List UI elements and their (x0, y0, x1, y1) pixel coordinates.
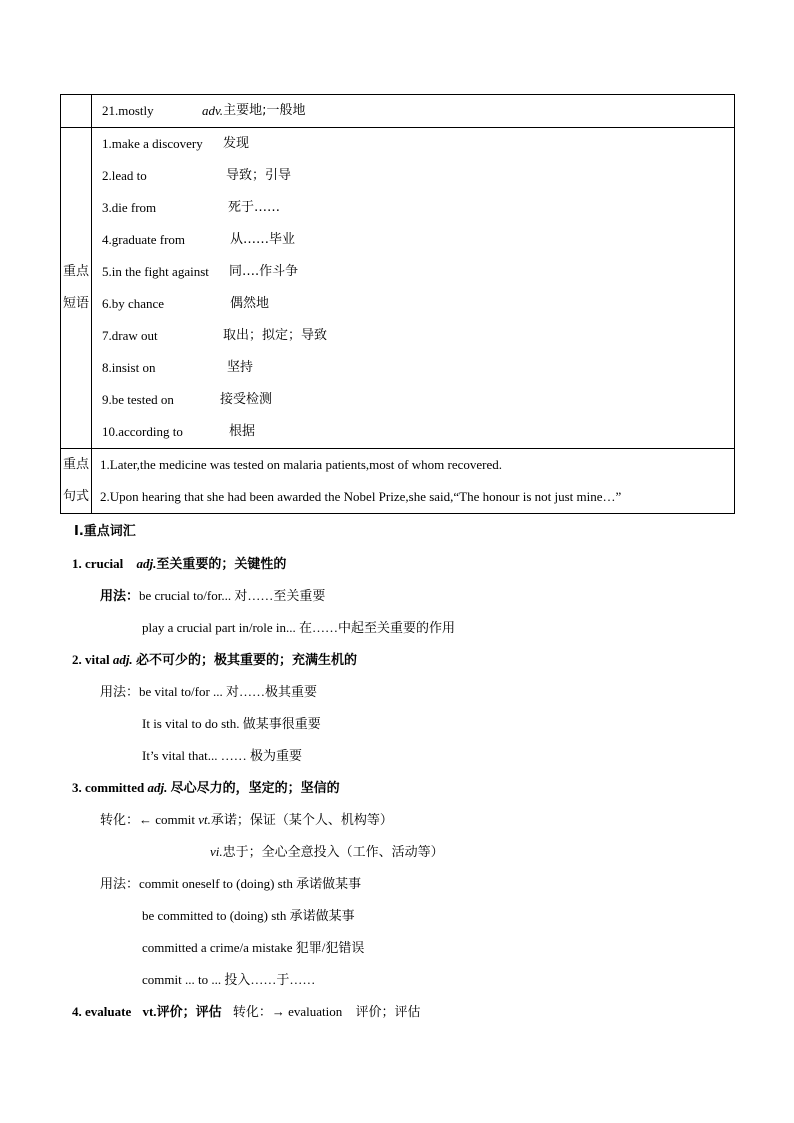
sentences-cell (92, 449, 735, 514)
usage-line (72, 580, 752, 612)
usage-text: commit ... to ... 投入……于…… (142, 972, 316, 987)
phrase-zh: 发现 (223, 136, 250, 151)
vocab-cell (92, 95, 735, 128)
list-item (102, 384, 734, 416)
sentence: 1.Later,the medicine was tested on malaria patients,most of whom recovered. (100, 457, 502, 472)
word-entry-heading (72, 772, 752, 804)
table-row (61, 449, 735, 514)
usage-line (72, 932, 752, 964)
word-head: 3. committed (72, 780, 145, 795)
conversion-pos: vt. (198, 812, 211, 827)
conversion-pos: vi. (210, 844, 223, 859)
list-item (102, 352, 734, 384)
word-meaning: 尽心尽力的，坚定的；坚信的 (170, 781, 340, 796)
conversion-meaning: 忠于；全心全意投入（工作、活动等） (222, 845, 444, 860)
word-pos: adj. (136, 556, 157, 571)
phrase-en: 9.be tested on (102, 392, 174, 407)
usage-line (72, 868, 752, 900)
usage-text: play a crucial part in/role in... 在……中起至关重要的作用 (142, 620, 456, 635)
phrase-en: 6.by chance (102, 296, 165, 311)
list-item (102, 224, 734, 256)
usage-line (72, 964, 752, 996)
usage-label: 用法： (100, 589, 140, 604)
list-item (102, 256, 734, 288)
row-label-empty (61, 95, 92, 128)
phrase-zh: 根据 (229, 424, 256, 439)
phrase-en: 3.die from (102, 200, 157, 215)
conversion-line (72, 836, 752, 868)
phrase-zh: 取出；拟定；导致 (223, 328, 328, 343)
phrase-en: 1.make a discovery (102, 136, 203, 151)
usage-line (72, 900, 752, 932)
usage-text: It’s vital that... …… 极为重要 (142, 748, 302, 763)
phrase-zh: 接受检测 (220, 392, 273, 407)
usage-text: be vital to/for ... 对……极其重要 (139, 684, 318, 699)
usage-text: be crucial to/for... 对……至关重要 (139, 588, 326, 603)
phrase-en: 10.according to (102, 424, 183, 439)
conversion-label: 转化： (100, 813, 140, 828)
word-entry-heading (72, 996, 752, 1028)
vocabulary-table (60, 94, 735, 514)
phrase-zh: 从……毕业 (230, 232, 296, 247)
usage-line (72, 708, 752, 740)
usage-line (72, 612, 752, 644)
list-item (102, 192, 734, 224)
vocab-word: 21.mostly (102, 103, 154, 118)
vocabulary-notes (72, 516, 752, 1028)
word-meaning: 评价；评估 (156, 1005, 222, 1020)
phrase-en: 2.lead to (102, 168, 147, 183)
sentences-label (61, 449, 92, 514)
conversion-meaning: 评价；评估 (355, 1005, 421, 1020)
phrase-en: 7.draw out (102, 328, 158, 343)
conversion-word: ← commit (139, 812, 199, 827)
word-pos: vt. (142, 1004, 157, 1019)
label-line: 重点 (62, 264, 89, 279)
conversion-word: → evaluation (271, 1004, 343, 1019)
word-pos: adj. (147, 780, 168, 795)
vocab-meaning: 主要地;一般地 (223, 103, 306, 118)
usage-line (72, 740, 752, 772)
usage-text: commit oneself to (doing) sth 承诺做某事 (139, 876, 362, 891)
phrase-en: 8.insist on (102, 360, 156, 375)
phrase-zh: 同….作斗争 (229, 264, 299, 279)
conversion-meaning: 承诺；保证（某个人、机构等） (210, 813, 393, 828)
list-item (102, 416, 734, 448)
word-pos: adj. (112, 652, 133, 667)
usage-label: 用法： (100, 685, 140, 700)
label-line: 短语 (62, 296, 89, 311)
usage-line (72, 676, 752, 708)
list-item (102, 160, 734, 192)
conversion-line (72, 804, 752, 836)
phrases-label (61, 128, 92, 449)
phrase-zh: 偶然地 (230, 296, 270, 311)
word-head: 1. crucial (72, 556, 124, 571)
usage-text: committed a crime/a mistake 犯罪/犯错误 (142, 940, 365, 955)
section-title: I.重点词汇 (74, 524, 136, 539)
table-row (61, 128, 735, 449)
phrase-zh: 坚持 (227, 360, 254, 375)
conversion-label: 转化： (232, 1005, 272, 1020)
vocab-pos: adv. (202, 103, 224, 118)
table-row (61, 95, 735, 128)
list-item (102, 320, 734, 352)
word-entry-heading (72, 644, 752, 676)
label-line: 句式 (62, 489, 89, 504)
word-head: 4. evaluate (72, 1004, 132, 1019)
usage-text: It is vital to do sth. 做某事很重要 (142, 716, 321, 731)
phrase-zh: 导致；引导 (226, 168, 292, 183)
phrase-en: 5.in the fight against (102, 264, 209, 279)
word-meaning: 至关重要的；关键性的 (156, 557, 287, 572)
usage-label: 用法： (100, 877, 140, 892)
sentence: 2.Upon hearing that she had been awarded the Nobel Prize,she said,“The honour is not just mine…” (100, 489, 622, 504)
list-item (102, 288, 734, 320)
label-line: 重点 (62, 457, 89, 472)
usage-text: be committed to (doing) sth 承诺做某事 (142, 908, 355, 923)
word-entry-heading (72, 548, 752, 580)
list-item (102, 128, 734, 160)
word-head: 2. vital (72, 652, 110, 667)
phrases-cell (92, 128, 735, 449)
phrase-en: 4.graduate from (102, 232, 186, 247)
word-meaning: 必不可少的；极其重要的；充满生机的 (135, 653, 357, 668)
phrase-zh: 死于…… (228, 200, 281, 215)
